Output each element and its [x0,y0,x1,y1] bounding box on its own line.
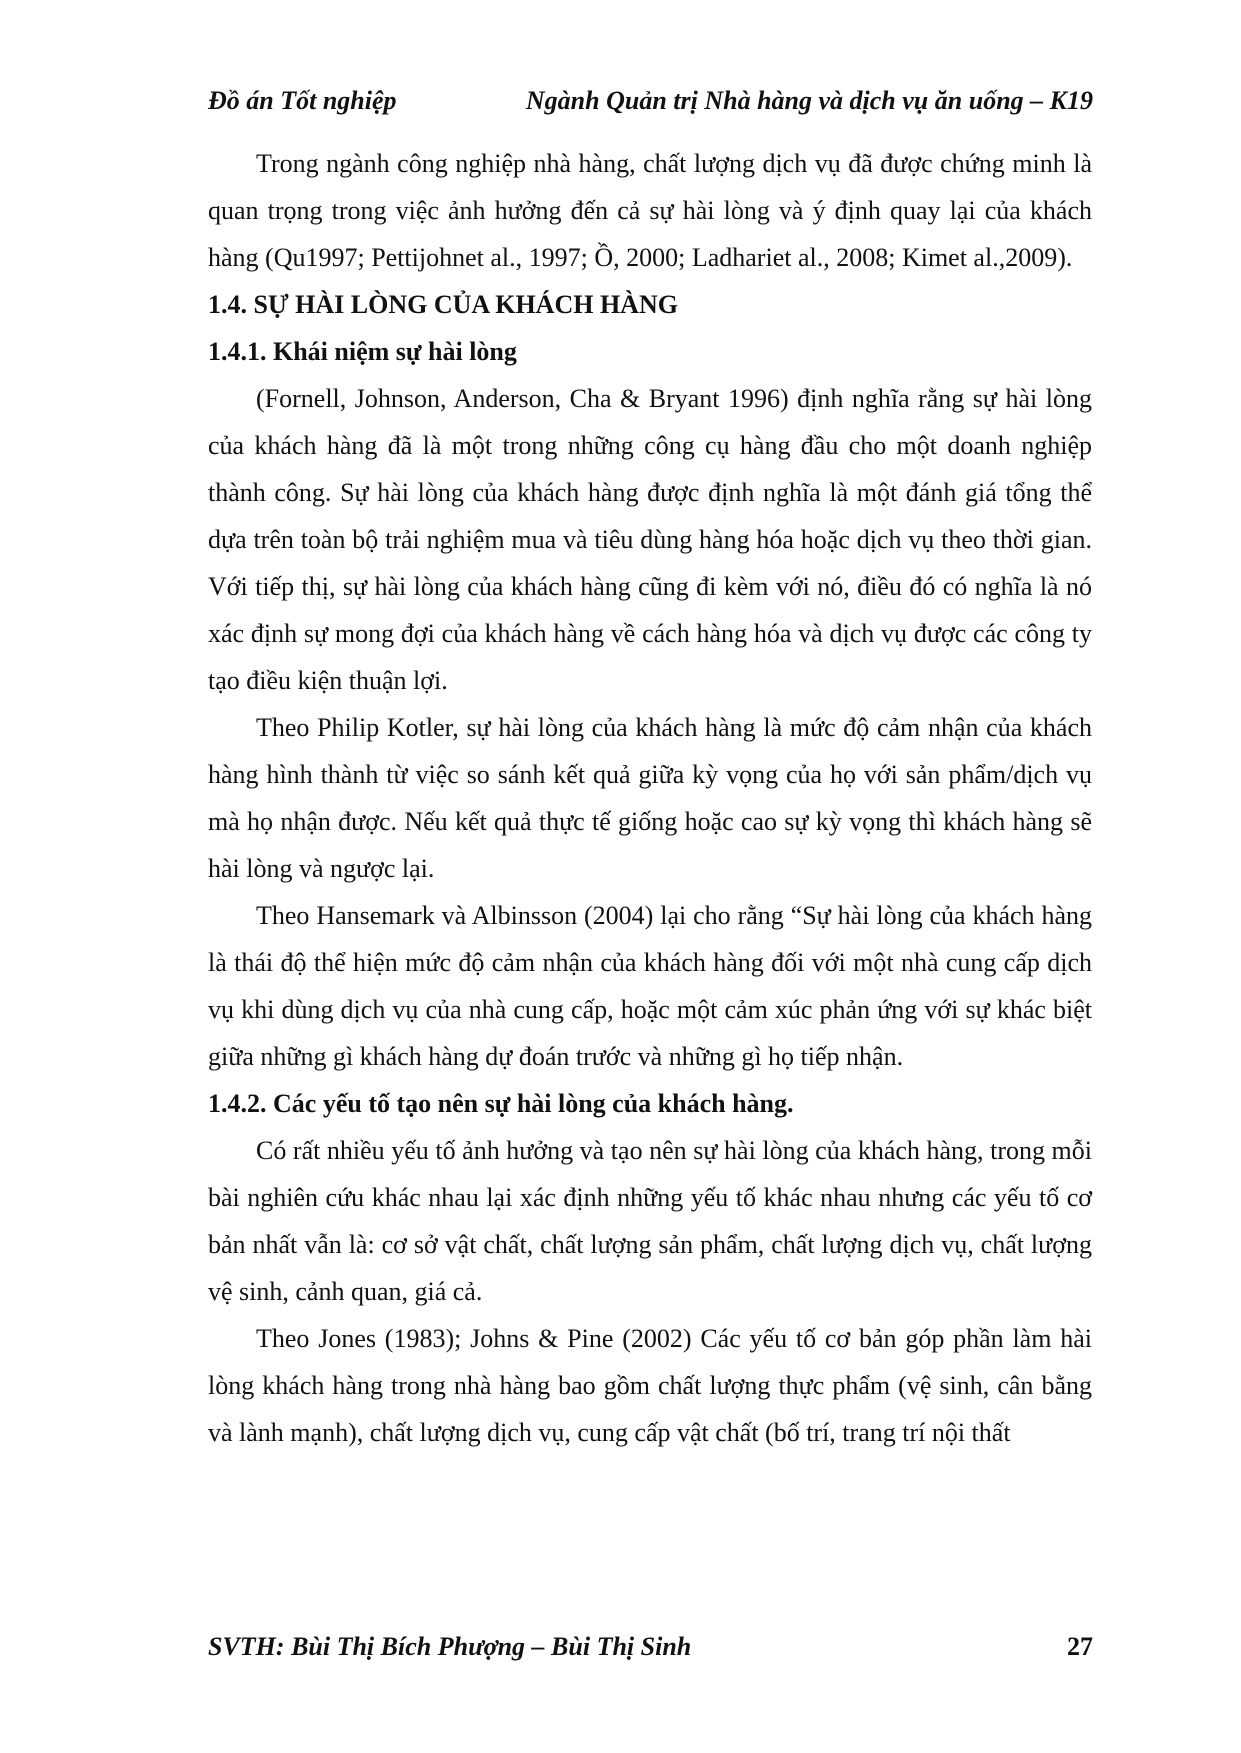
paragraph-kotler-definition: Theo Philip Kotler, sự hài lòng của khách hàng là mức độ cảm nhận của khách hàng hình thành từ việc so sánh kết quả giữa kỳ vọng của họ với sản phẩm/dịch vụ mà họ nhận được. Nếu kết quả thực tế giống hoặc cao sự kỳ vọng thì khách hàng sẽ hài lòng và ngược lại. [208,713,1092,883]
header-department: Ngành Quản trị Nhà hàng và dịch vụ ăn uống – K19 [525,86,1093,115]
paragraph-fornell-definition: (Fornell, Johnson, Anderson, Cha & Bryant 1996) định nghĩa rằng sự hài lòng của khách hàng đã là một trong những công cụ hàng đầu cho một doanh nghiệp thành công. Sự hài lòng của khách hàng được định nghĩa là một đánh giá tổng thể dựa trên toàn bộ trải nghiệm mua và tiêu dùng hàng hóa hoặc dịch vụ theo thời gian. Với tiếp thị, sự hài lòng của khách hàng cũng đi kèm với nó, điều đó có nghĩa là nó xác định sự mong đợi của khách hàng về cách hàng hóa và dịch vụ được các công ty tạo điều kiện thuận lợi. [208,384,1092,695]
page-body [208,140,1092,1456]
paragraph-satisfaction-factors: Có rất nhiều yếu tố ảnh hưởng và tạo nên sự hài lòng của khách hàng, trong mỗi bài nghiên cứu khác nhau lại xác định những yếu tố khác nhau nhưng các yếu tố cơ bản nhất vẫn là: cơ sở vật chất, chất lượng sản phẩm, chất lượng dịch vụ, chất lượng vệ sinh, cảnh quan, giá cả. [208,1136,1092,1306]
page-footer [208,1632,1093,1662]
section-heading-1-4: 1.4. SỰ HÀI LÒNG CỦA KHÁCH HÀNG [208,290,678,319]
footer-authors: SVTH: Bùi Thị Bích Phượng – Bùi Thị Sinh [208,1632,692,1661]
subsection-heading-1-4-2: 1.4.2. Các yếu tố tạo nên sự hài lòng của khách hàng. [208,1089,794,1118]
paragraph-service-quality: Trong ngành công nghiệp nhà hàng, chất lượng dịch vụ đã được chứng minh là quan trọng trong việc ảnh hưởng đến cả sự hài lòng và ý định quay lại của khách hàng (Qu1997; Pettijohnet al., 1997; Ồ, 2000; Ladhariet al., 2008; Kimet al.,2009). [208,149,1092,272]
paragraph-hansemark-definition: Theo Hansemark và Albinsson (2004) lại cho rằng “Sự hài lòng của khách hàng là thái độ thể hiện mức độ cảm nhận của khách hàng đối với một nhà cung cấp dịch vụ khi dùng dịch vụ của nhà cung cấp, hoặc một cảm xúc phản ứng với sự khác biệt giữa những gì khách hàng dự đoán trước và những gì họ tiếp nhận. [208,901,1092,1071]
paragraph-jones-johns-pine: Theo Jones (1983); Johns & Pine (2002) Các yếu tố cơ bản góp phần làm hài lòng khách hàng trong nhà hàng bao gồm chất lượng thực phẩm (vệ sinh, cân bằng và lành mạnh), chất lượng dịch vụ, cung cấp vật chất (bố trí, trang trí nội thất [208,1324,1092,1447]
page-number: 27 [1067,1632,1093,1661]
page-header [208,86,1093,116]
subsection-heading-1-4-1: 1.4.1. Khái niệm sự hài lòng [208,337,517,366]
header-thesis-title: Đồ án Tốt nghiệp [208,86,397,115]
